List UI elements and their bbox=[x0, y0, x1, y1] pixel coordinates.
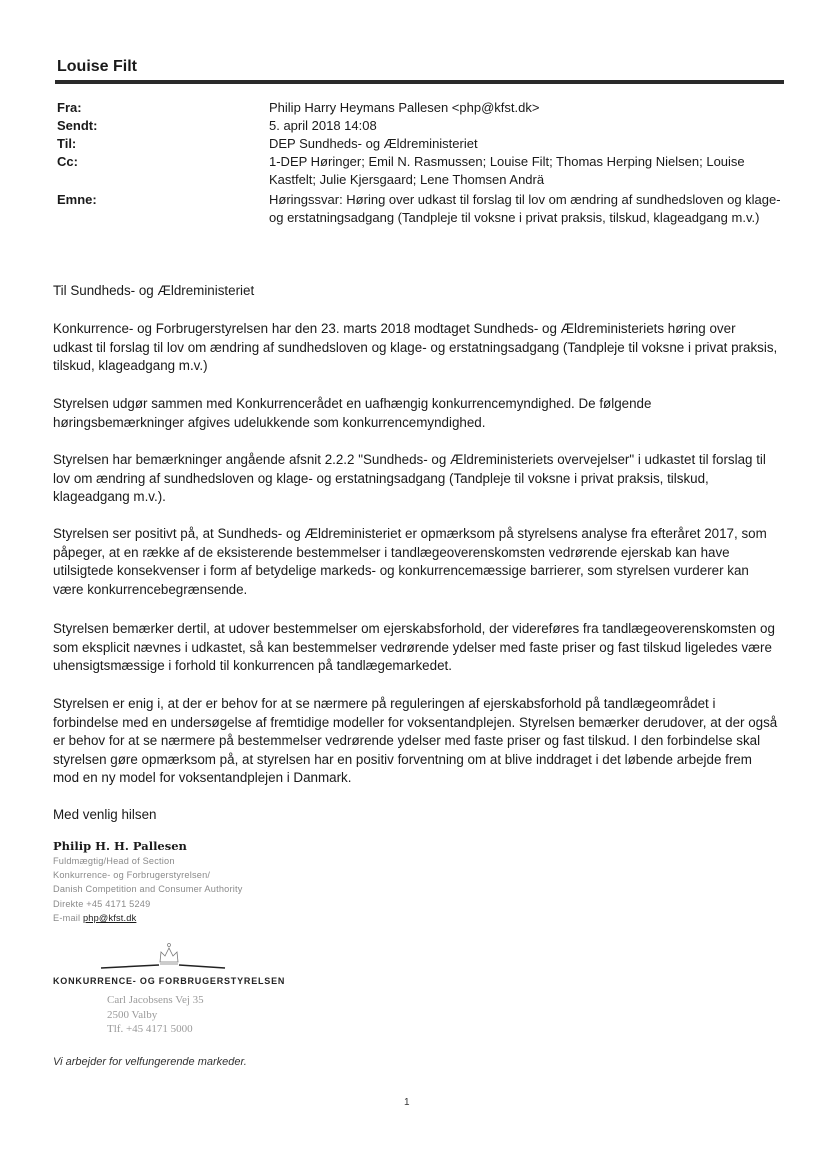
signature-email-label: E-mail bbox=[53, 912, 81, 923]
header-row-to bbox=[57, 135, 782, 153]
header-value-sent: 5. april 2018 14:08 bbox=[269, 118, 377, 133]
postal-address bbox=[107, 993, 204, 1037]
header-label: Cc: bbox=[57, 154, 78, 169]
signature-email-link[interactable]: php@kfst.dk bbox=[83, 912, 137, 923]
signature-org-en: Danish Competition and Consumer Authority bbox=[53, 884, 243, 895]
signature-details bbox=[53, 854, 243, 925]
header-value-from: Philip Harry Heymans Pallesen <php@kfst.dk> bbox=[269, 100, 540, 115]
logo-wordmark: KONKURRENCE- OG FORBRUGERSTYRELSEN bbox=[53, 976, 286, 986]
signature-direct: Direkte +45 4171 5249 bbox=[53, 898, 151, 909]
header-row-sent bbox=[57, 117, 782, 135]
signature-org-da: Konkurrence- og Forbrugerstyrelsen/ bbox=[53, 870, 211, 881]
document-title: Louise Filt bbox=[57, 58, 137, 75]
body-paragraph: Konkurrence- og Forbrugerstyrelsen har den 23. marts 2018 modtaget Sundheds- og Ældreministeriets høring over udkast til forslag til lov om ændring af sundhedsloven og klage- og erstatningsadgang (Tandpleje til voksne i privat praksis, tilskud, klageadgang m.v.) bbox=[53, 321, 778, 374]
authority-logo bbox=[53, 940, 293, 990]
signature-email-line bbox=[53, 911, 243, 925]
address-street: Carl Jacobsens Vej 35 bbox=[107, 994, 204, 1006]
page-number: 1 bbox=[404, 1097, 410, 1108]
body-paragraph: Styrelsen bemærker dertil, at udover bestemmelser om ejerskabsforhold, der videreføres fra tandlægeoverenskomsten og som eksplicit nævnes i udkastet, så kan bestemmelser vedrørende ydelser med faste priser og fast tilskud ligeledes være uhensigtsmæssige i forhold til konkurrencen på tandlægemarkedet. bbox=[53, 621, 775, 674]
title-divider bbox=[55, 80, 784, 84]
header-value-to: DEP Sundheds- og Ældreministeriet bbox=[269, 136, 478, 151]
body-paragraph: Styrelsen udgør sammen med Konkurrencerådet en uafhængig konkurrencemyndighed. De følgende høringsbemærkninger afgives udelukkende som konkurrencemyndighed. bbox=[53, 396, 652, 430]
header-value-cc: 1-DEP Høringer; Emil N. Rasmussen; Louise Filt; Thomas Herping Nielsen; Louise Kastfelt; Julie Kjersgaard; Lene Thomsen Andrä bbox=[269, 154, 745, 187]
tagline: Vi arbejder for velfungerende markeder. bbox=[53, 1056, 247, 1068]
header-label: Fra: bbox=[57, 100, 82, 115]
salutation: Til Sundheds- og Ældreministeriet bbox=[53, 283, 255, 298]
header-row-cc bbox=[57, 153, 782, 189]
header-value-subject: Høringssvar: Høring over udkast til forslag til lov om ændring af sundhedsloven og klage- og erstatningsadgang (Tandpleje til voksne i privat praksis, tilskud, klageadgang m.v.) bbox=[269, 192, 781, 225]
header-row-subject bbox=[57, 191, 782, 227]
crown-emblem-icon bbox=[53, 940, 293, 974]
header-label: Til: bbox=[57, 136, 77, 151]
header-label: Sendt: bbox=[57, 118, 98, 133]
signature-name: Philip H. H. Pallesen bbox=[53, 839, 187, 853]
header-label: Emne: bbox=[57, 192, 97, 207]
closing: Med venlig hilsen bbox=[53, 807, 157, 822]
body-paragraph: Styrelsen er enig i, at der er behov for at se nærmere på reguleringen af ejerskabsforhold på tandlægeområdet i forbindelse med en undersøgelse af fremtidige modeller for voksentandplejen. Styrelsen bemærker derudover, at der også er behov for at se nærmere på bestemmelser vedrørende ydelser med faste priser og fast tilskud. I den forbindelse skal styrelsen gøre opmærksom på, at styrelsen har en positiv forventning om at blive inddraget i det løbende arbejde frem mod en ny model for voksentandplejen i Danmark. bbox=[53, 696, 778, 786]
email-header bbox=[57, 99, 782, 227]
body-paragraph: Styrelsen har bemærkninger angående afsnit 2.2.2 "Sundheds- og Ældreministeriets overvejelser" i udkastet til forslag til lov om ændring af sundhedsloven og klage- og erstatningsadgang (Tandpleje til voksne i privat praksis, tilskud, klageadgang m.v.). bbox=[53, 452, 766, 505]
address-city: 2500 Valby bbox=[107, 1008, 158, 1021]
header-row-from bbox=[57, 99, 782, 117]
signature-title: Fuldmægtig/Head of Section bbox=[53, 856, 175, 866]
body-paragraph: Styrelsen ser positivt på, at Sundheds- og Ældreministeriet er opmærksom på styrelsens analyse fra efteråret 2017, som påpeger, at en række af de eksisterende bestemmelser i tandlægeoverenskomsten vedrørende ejerskab kan have utilsigtede konsekvenser i form af betydelige markeds- og konkurrencemæssige barrierer, som styrelsen vurderer kan være konkurrencebegrænsende. bbox=[53, 526, 767, 597]
address-phone: Tlf. +45 4171 5000 bbox=[107, 1023, 193, 1036]
